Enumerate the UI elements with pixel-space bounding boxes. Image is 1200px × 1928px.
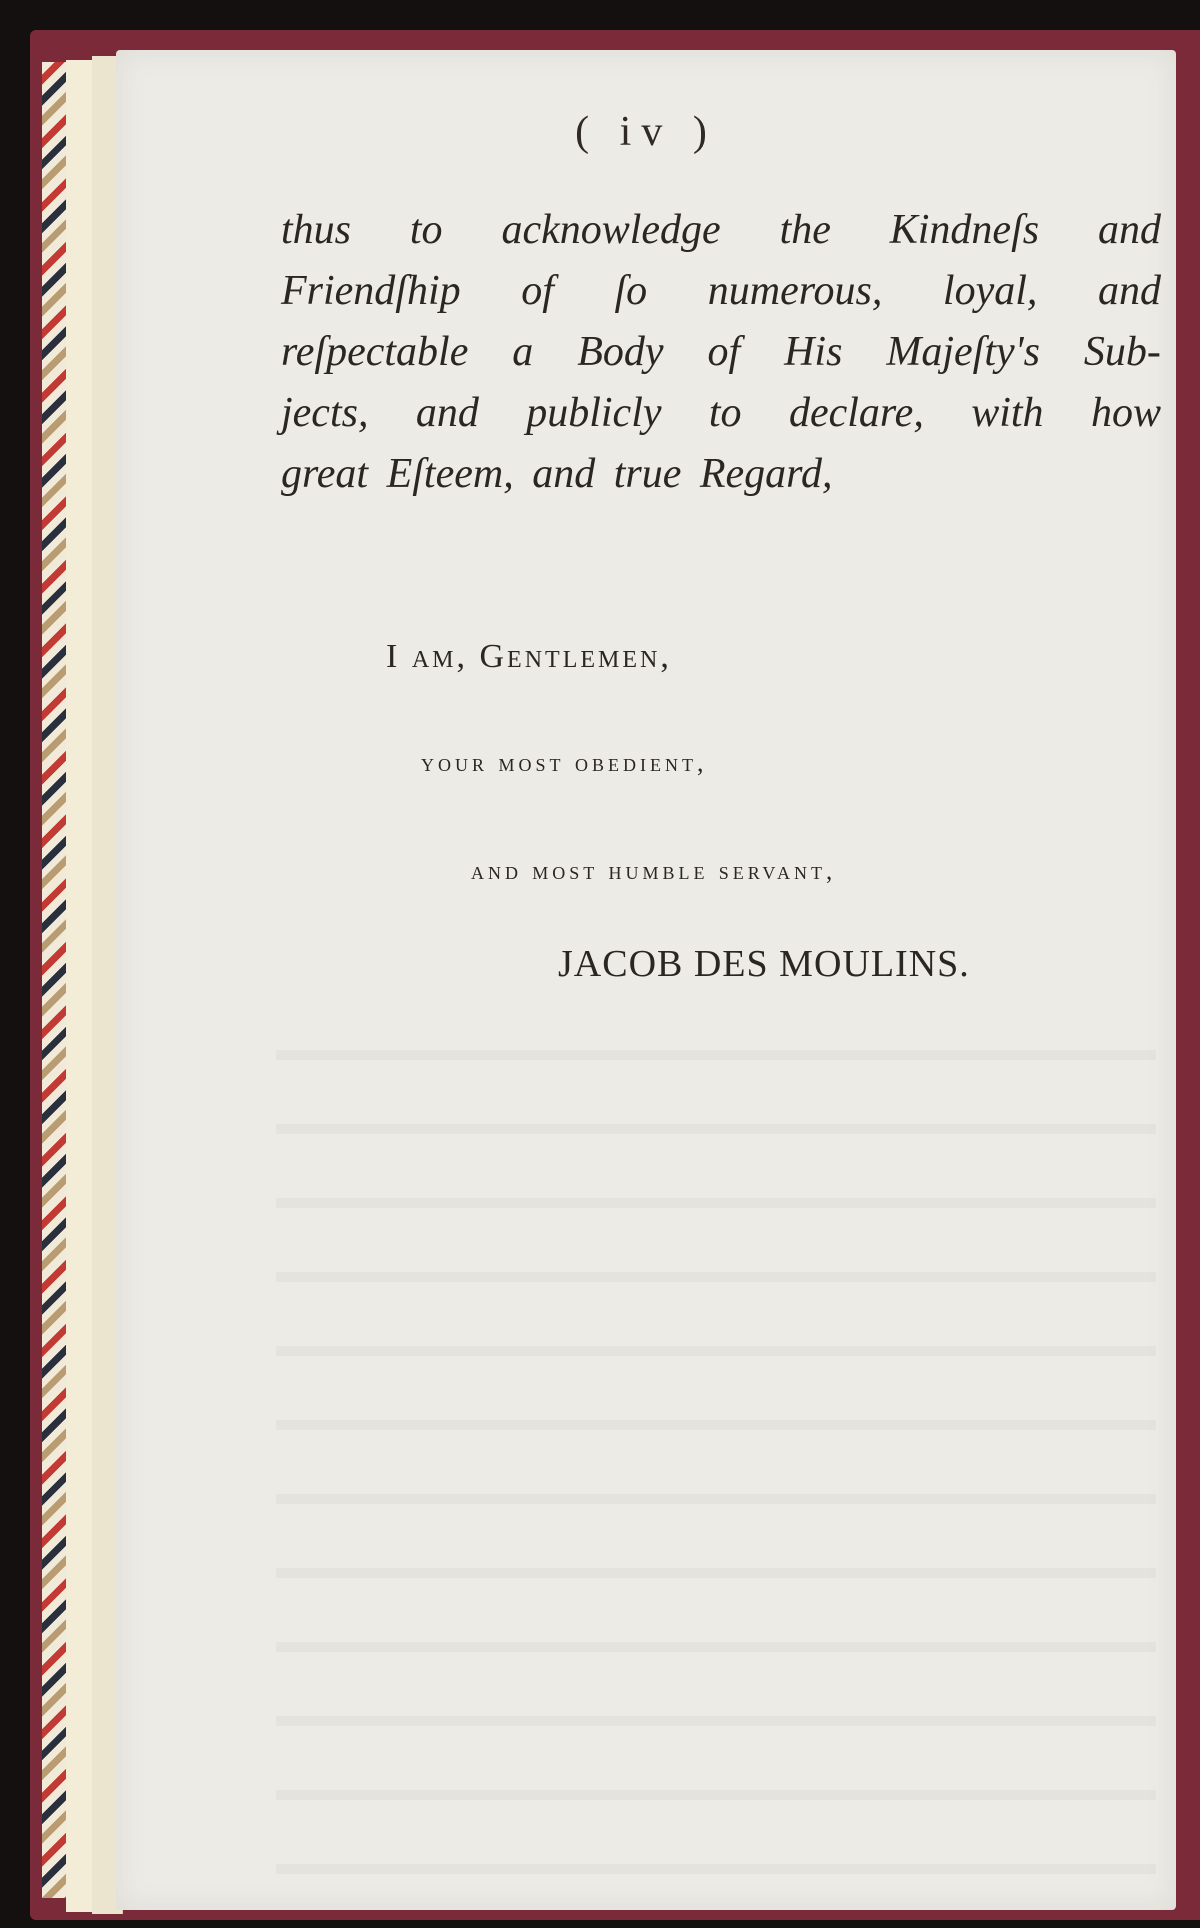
body-paragraph bbox=[281, 200, 1161, 505]
closing-obedient: your most obedient, bbox=[421, 748, 708, 777]
striped-endpaper-edge bbox=[42, 62, 66, 1898]
signature-name: JACOB DES MOULINS. bbox=[558, 943, 970, 985]
body-line: reſpectable a Body of His Majeſty's Sub- bbox=[281, 329, 1161, 375]
page-number: ( iv ) bbox=[575, 109, 717, 155]
body-line: jects, and publicly to declare, with how bbox=[281, 390, 1161, 436]
bleed-through-shadow bbox=[276, 990, 1156, 1878]
body-line: great Eſteem, and true Regard, bbox=[281, 451, 833, 497]
body-line: Friendſhip of ſo numerous, loyal, and bbox=[281, 268, 1161, 314]
closing-servant: and most humble servant, bbox=[471, 858, 837, 885]
book-page bbox=[116, 50, 1176, 1910]
closing-salutation: I am, Gentlemen, bbox=[386, 638, 672, 675]
body-line: thus to acknowledge the Kindneſs and bbox=[281, 207, 1161, 253]
